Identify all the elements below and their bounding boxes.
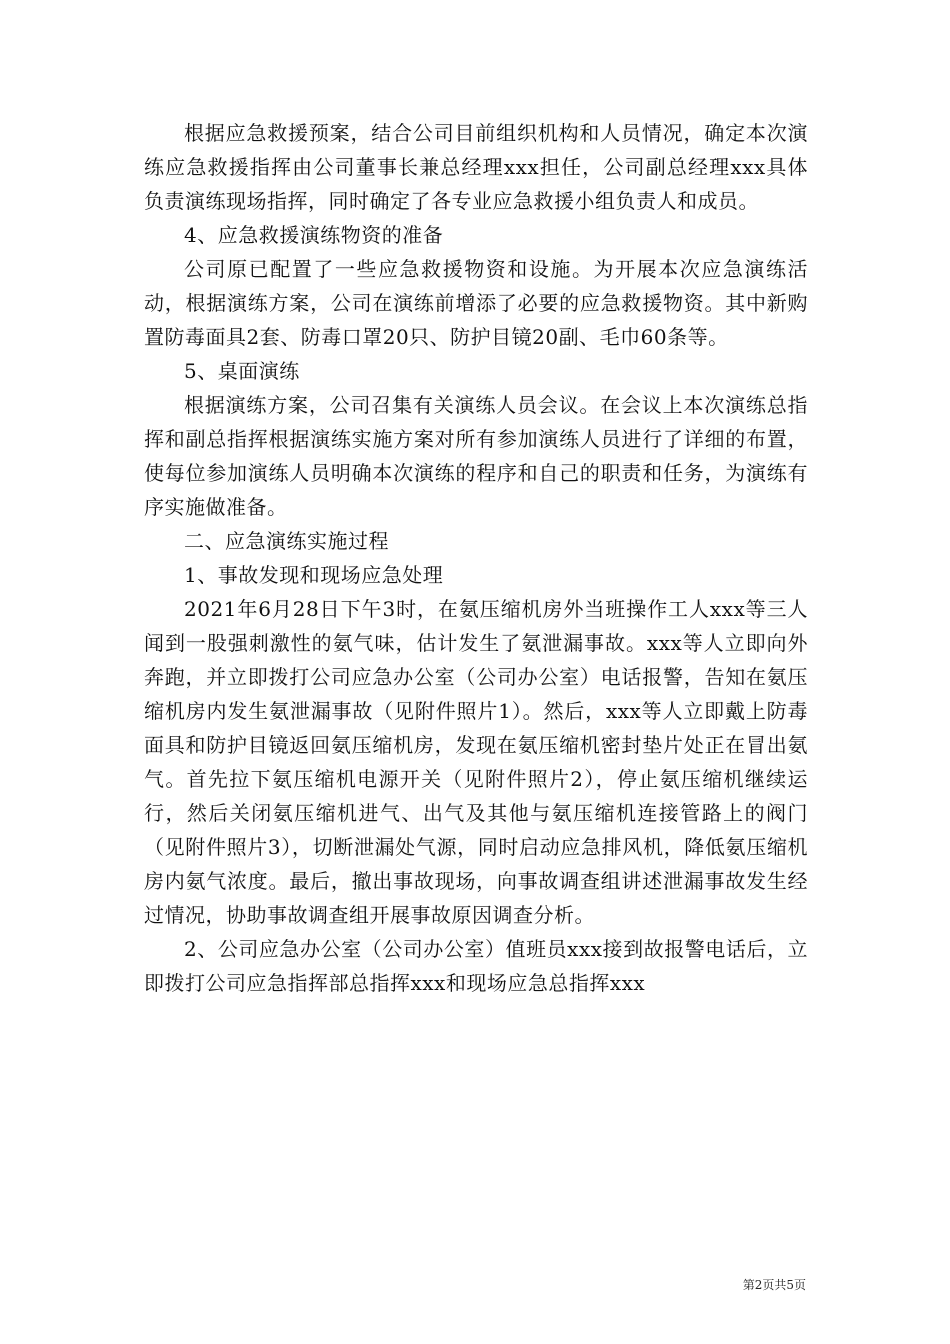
paragraph-incident-response: 2021年6月28日下午3时，在氨压缩机房外当班操作工人xxx等三人闻到一股强刺激性的氨气味，估计发生了氨泄漏事故。xxx等人立即向外奔跑，并立即拨打公司应急办公室（公司办公室）电话报警，告知在氨压缩机房内发生氨泄漏事故（见附件照片1）。然后，xxx等人立即戴上防毒面具和防护目镜返回氨压缩机房，发现在氨压缩机密封垫片处正在冒出氨气。首先拉下氨压缩机电源开关（见附件照片2），停止氨压缩机继续运行，然后关闭氨压缩机进气、出气及其他与氨压缩机连接管路上的阀门（见附件照片3），切断泄漏处气源，同时启动应急排风机，降低氨压缩机房内氨气浓度。最后，撤出事故现场，向事故调查组讲述泄漏事故发生经过情况，协助事故调查组开展事故原因调查分析。 — [144, 597, 808, 927]
heading-supplies-preparation: 4、应急救援演练物资的准备 — [184, 223, 444, 247]
paragraph-command-structure: 根据应急救援预案，结合公司目前组织机构和人员情况，确定本次演练应急救援指挥由公司董事长兼总经理xxx担任，公司副总经理xxx具体负责演练现场指挥，同时确定了各专业应急救援小组负责人和成员。 — [144, 121, 808, 213]
paragraph-tabletop-drill: 根据演练方案，公司召集有关演练人员会议。在会议上本次演练总指挥和副总指挥根据演练实施方案对所有参加演练人员进行了详细的布置，使每位参加演练人员明确本次演练的程序和自己的职责和任务，为演练有序实施做准备。 — [144, 393, 808, 519]
heading-incident-discovery: 1、事故发现和现场应急处理 — [184, 563, 444, 587]
page-number: 第2页共5页 — [742, 1278, 806, 1292]
heading-tabletop-drill: 5、桌面演练 — [184, 359, 300, 383]
paragraph-duty-officer: 2、公司应急办公室（公司办公室）值班员xxx接到故报警电话后，立即拨打公司应急指挥部总指挥xxx和现场应急总指挥xxx — [144, 937, 808, 995]
paragraph-supplies: 公司原已配置了一些应急救援物资和设施。为开展本次应急演练活动，根据演练方案，公司在演练前增添了必要的应急救援物资。其中新购置防毒面具2套、防毒口罩20只、防护目镜20副、毛巾60条等。 — [144, 257, 808, 349]
document-body — [144, 116, 808, 1000]
heading-drill-process: 二、应急演练实施过程 — [184, 529, 389, 553]
